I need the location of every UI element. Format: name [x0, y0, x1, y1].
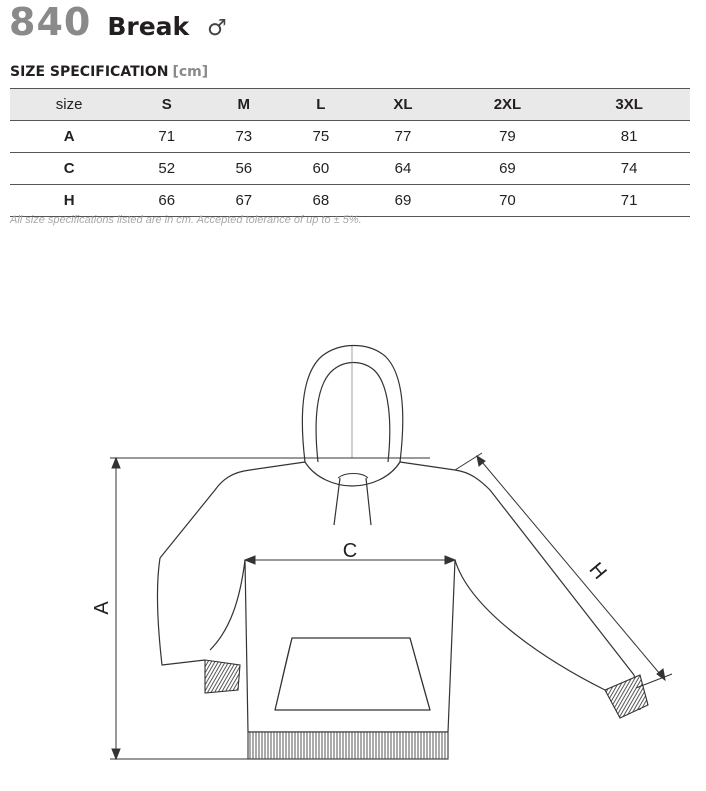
row-label: C	[10, 153, 128, 185]
label-h: H	[584, 558, 611, 584]
row-label: H	[10, 185, 128, 217]
table-cell: 66	[128, 185, 205, 217]
header-cell: 2XL	[447, 89, 569, 121]
table-cell: 56	[205, 153, 282, 185]
table-cell: 71	[128, 121, 205, 153]
male-icon: ♂	[207, 16, 227, 41]
spec-title-text: SIZE SPECIFICATION	[10, 64, 169, 80]
header-cell: L	[282, 89, 359, 121]
label-c: C	[342, 540, 358, 562]
table-cell: 68	[282, 185, 359, 217]
left-cuff	[205, 660, 240, 693]
table-cell: 70	[447, 185, 569, 217]
header-cell: S	[128, 89, 205, 121]
header-cell: M	[205, 89, 282, 121]
product-code: 840	[9, 0, 92, 44]
row-label: A	[10, 121, 128, 153]
table-cell: 69	[447, 153, 569, 185]
spec-unit: [cm]	[172, 64, 209, 80]
waistband	[248, 732, 448, 759]
header-cell: 3XL	[568, 89, 690, 121]
header-cell: size	[10, 89, 128, 121]
table-cell: 77	[359, 121, 446, 153]
table-cell: 60	[282, 153, 359, 185]
header-cell: XL	[359, 89, 446, 121]
product-name: Break	[107, 12, 190, 41]
table-cell: 71	[568, 185, 690, 217]
table-cell: 64	[359, 153, 446, 185]
table-cell: 75	[282, 121, 359, 153]
table-cell: 79	[447, 121, 569, 153]
table-cell: 69	[359, 185, 446, 217]
table-cell: 81	[568, 121, 690, 153]
table-cell: 73	[205, 121, 282, 153]
table-cell: 67	[205, 185, 282, 217]
table-cell: 74	[568, 153, 690, 185]
right-cuff	[605, 675, 648, 718]
table-cell: 52	[128, 153, 205, 185]
label-a: A	[91, 601, 113, 615]
tolerance-note: All size specifications listed are in cm. Accepted tolerance of up to ± 5%.	[10, 214, 362, 226]
